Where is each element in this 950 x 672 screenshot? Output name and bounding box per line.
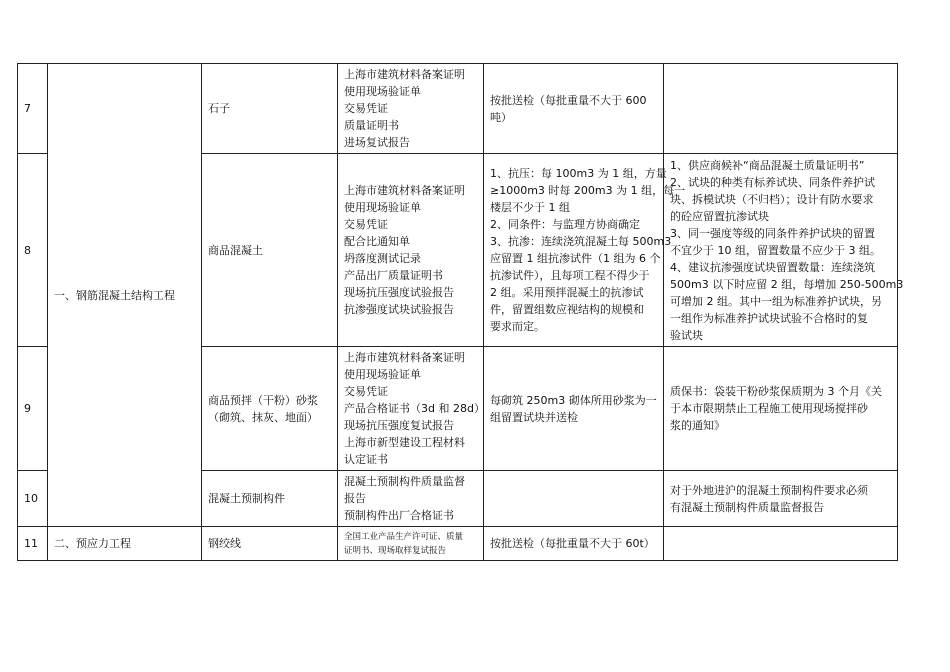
material-line: 商品预拌（干粉）砂浆 [208, 393, 318, 407]
sampling-cell [484, 471, 664, 527]
notes-cell [664, 471, 898, 527]
sampling-line: 抗渗试件），且每项工程不得少于 [490, 269, 650, 282]
material-line: （砌筑、抹灰、地面） [208, 410, 318, 424]
sampling-line: 楼层不少于 1 组 [490, 201, 570, 214]
material-name: 钢绞线 [202, 527, 338, 561]
doc-line: 上海市新型建设工程材料 [344, 436, 465, 449]
table-row [18, 527, 898, 561]
doc-line: 证明书、现场取样复试报告 [344, 545, 447, 556]
note-line: 一组作为标准养护试块试验不合格时的复 [670, 311, 868, 325]
table-row [18, 64, 898, 154]
sampling-line: 2 组。采用预拌混凝土的抗渗试 [490, 286, 644, 299]
doc-line: 配合比通知单 [344, 235, 410, 248]
note-line: 2、试块的种类有标养试块、同条件养护试 [670, 175, 875, 189]
doc-line: 认定证书 [344, 453, 388, 466]
materials-table [17, 63, 904, 561]
doc-line: 上海市建筑材料备案证明 [344, 184, 465, 197]
doc-line: 抗渗强度试块试验报告 [344, 303, 454, 316]
project-cell [48, 64, 202, 527]
doc-line: 上海市建筑材料备案证明 [344, 68, 465, 81]
doc-line: 预制构件出厂合格证书 [344, 509, 454, 522]
sampling-line: 要求而定。 [490, 320, 545, 333]
note-line: 3、同一强度等级的同条件养护试块的留置 [670, 226, 875, 240]
sampling-line: 按批送检（每批重量不大于 600 [490, 93, 647, 107]
sampling-line: 件，留置组数应视结构的规模和 [490, 303, 644, 316]
docs-cell [338, 527, 484, 561]
note-line: 500m3 以下时应留 2 组，每增加 250-500m3 [670, 277, 904, 291]
project-group-label: 一、钢筋混凝土结构工程 [54, 288, 175, 302]
sampling-cell [484, 347, 664, 471]
doc-line: 现场抗压强度试验报告 [344, 286, 454, 299]
doc-line: 使用现场验证单 [344, 201, 421, 214]
doc-line: 坍落度测试记录 [344, 252, 421, 265]
doc-line: 现场抗压强度复试报告 [344, 419, 454, 432]
note-line: 对于外地进沪的混凝土预制构件要求必须 [670, 483, 868, 497]
sampling-line: 1、抗压：每 100m3 为 1 组，方量 [490, 167, 667, 180]
doc-line: 使用现场验证单 [344, 85, 421, 98]
note-line: 浆的通知》 [670, 419, 725, 432]
doc-line: 上海市建筑材料备案证明 [344, 351, 465, 364]
sampling-line: 3、抗渗：连续浇筑混凝土每 500m3 [490, 235, 672, 248]
row-number: 11 [18, 527, 48, 561]
note-line: 有混凝土预制构件质量监督报告 [670, 500, 824, 514]
doc-line: 产品出厂质量证明书 [344, 269, 443, 282]
note-line: 不宜少于 10 组，留置数量不应少于 3 组。 [670, 243, 881, 257]
doc-line: 使用现场验证单 [344, 368, 421, 381]
note-line: 于本市限期禁止工程施工使用现场搅拌砂 [670, 402, 868, 415]
material-name [202, 347, 338, 471]
material-name: 混凝土预制构件 [202, 471, 338, 527]
docs-cell [338, 154, 484, 347]
row-number: 9 [18, 347, 48, 471]
sampling-line: 吨） [490, 110, 512, 124]
sampling-line: 2、同条件：与监理方协商确定 [490, 218, 640, 231]
doc-line: 交易凭证 [344, 102, 388, 115]
project-cell: 二、预应力工程 [48, 527, 202, 561]
doc-line: 全国工业产品生产许可证、质量 [344, 531, 464, 542]
doc-line: 交易凭证 [344, 385, 388, 398]
note-line: 验试块 [670, 328, 703, 342]
doc-line: 交易凭证 [344, 218, 388, 231]
material-name: 商品混凝土 [202, 154, 338, 347]
notes-cell [664, 64, 898, 154]
sampling-line: 每砌筑 250m3 砌体所用砂浆为一 [490, 393, 657, 407]
doc-line: 混凝土预制构件质量监督 [344, 475, 465, 488]
sampling-line: 按批送检（每批重量不大于 60t） [490, 537, 655, 550]
sampling-cell [484, 154, 686, 347]
note-line: 的砼应留置抗渗试块 [670, 209, 769, 223]
note-line: 块、拆模试块（不归档）；设计有防水要求 [670, 192, 874, 206]
row-number: 7 [18, 64, 48, 154]
note-line: 4、建议抗渗强度试块留置数量：连续浇筑 [670, 260, 875, 274]
sampling-line: 组留置试块并送检 [490, 410, 578, 424]
notes-cell [664, 347, 898, 471]
doc-line: 报告 [344, 492, 366, 505]
note-line: 质保书：袋装干粉砂浆保质期为 3 个月《关 [670, 385, 882, 398]
doc-line: 进场复试报告 [344, 136, 410, 149]
doc-line: 产品合格证书（3d 和 28d） [344, 402, 485, 415]
row-number: 10 [18, 471, 48, 527]
docs-cell [338, 64, 484, 154]
notes-cell [664, 527, 898, 561]
sampling-cell [484, 527, 664, 561]
doc-line: 质量证明书 [344, 119, 399, 132]
docs-cell [338, 471, 484, 527]
sampling-line: 应留置 1 组抗渗试件（1 组为 6 个 [490, 252, 661, 265]
sampling-line: ≥1000m3 时每 200m3 为 1 组，每一 [490, 184, 686, 197]
row-number: 8 [18, 154, 48, 347]
notes-cell [664, 154, 904, 347]
note-line: 可增加 2 组。其中一组为标准养护试块，另 [670, 294, 882, 308]
material-name: 石子 [202, 64, 338, 154]
sampling-cell [484, 64, 664, 154]
note-line: 1、供应商候补“商品混凝土质量证明书” [670, 158, 865, 172]
docs-cell [338, 347, 484, 471]
